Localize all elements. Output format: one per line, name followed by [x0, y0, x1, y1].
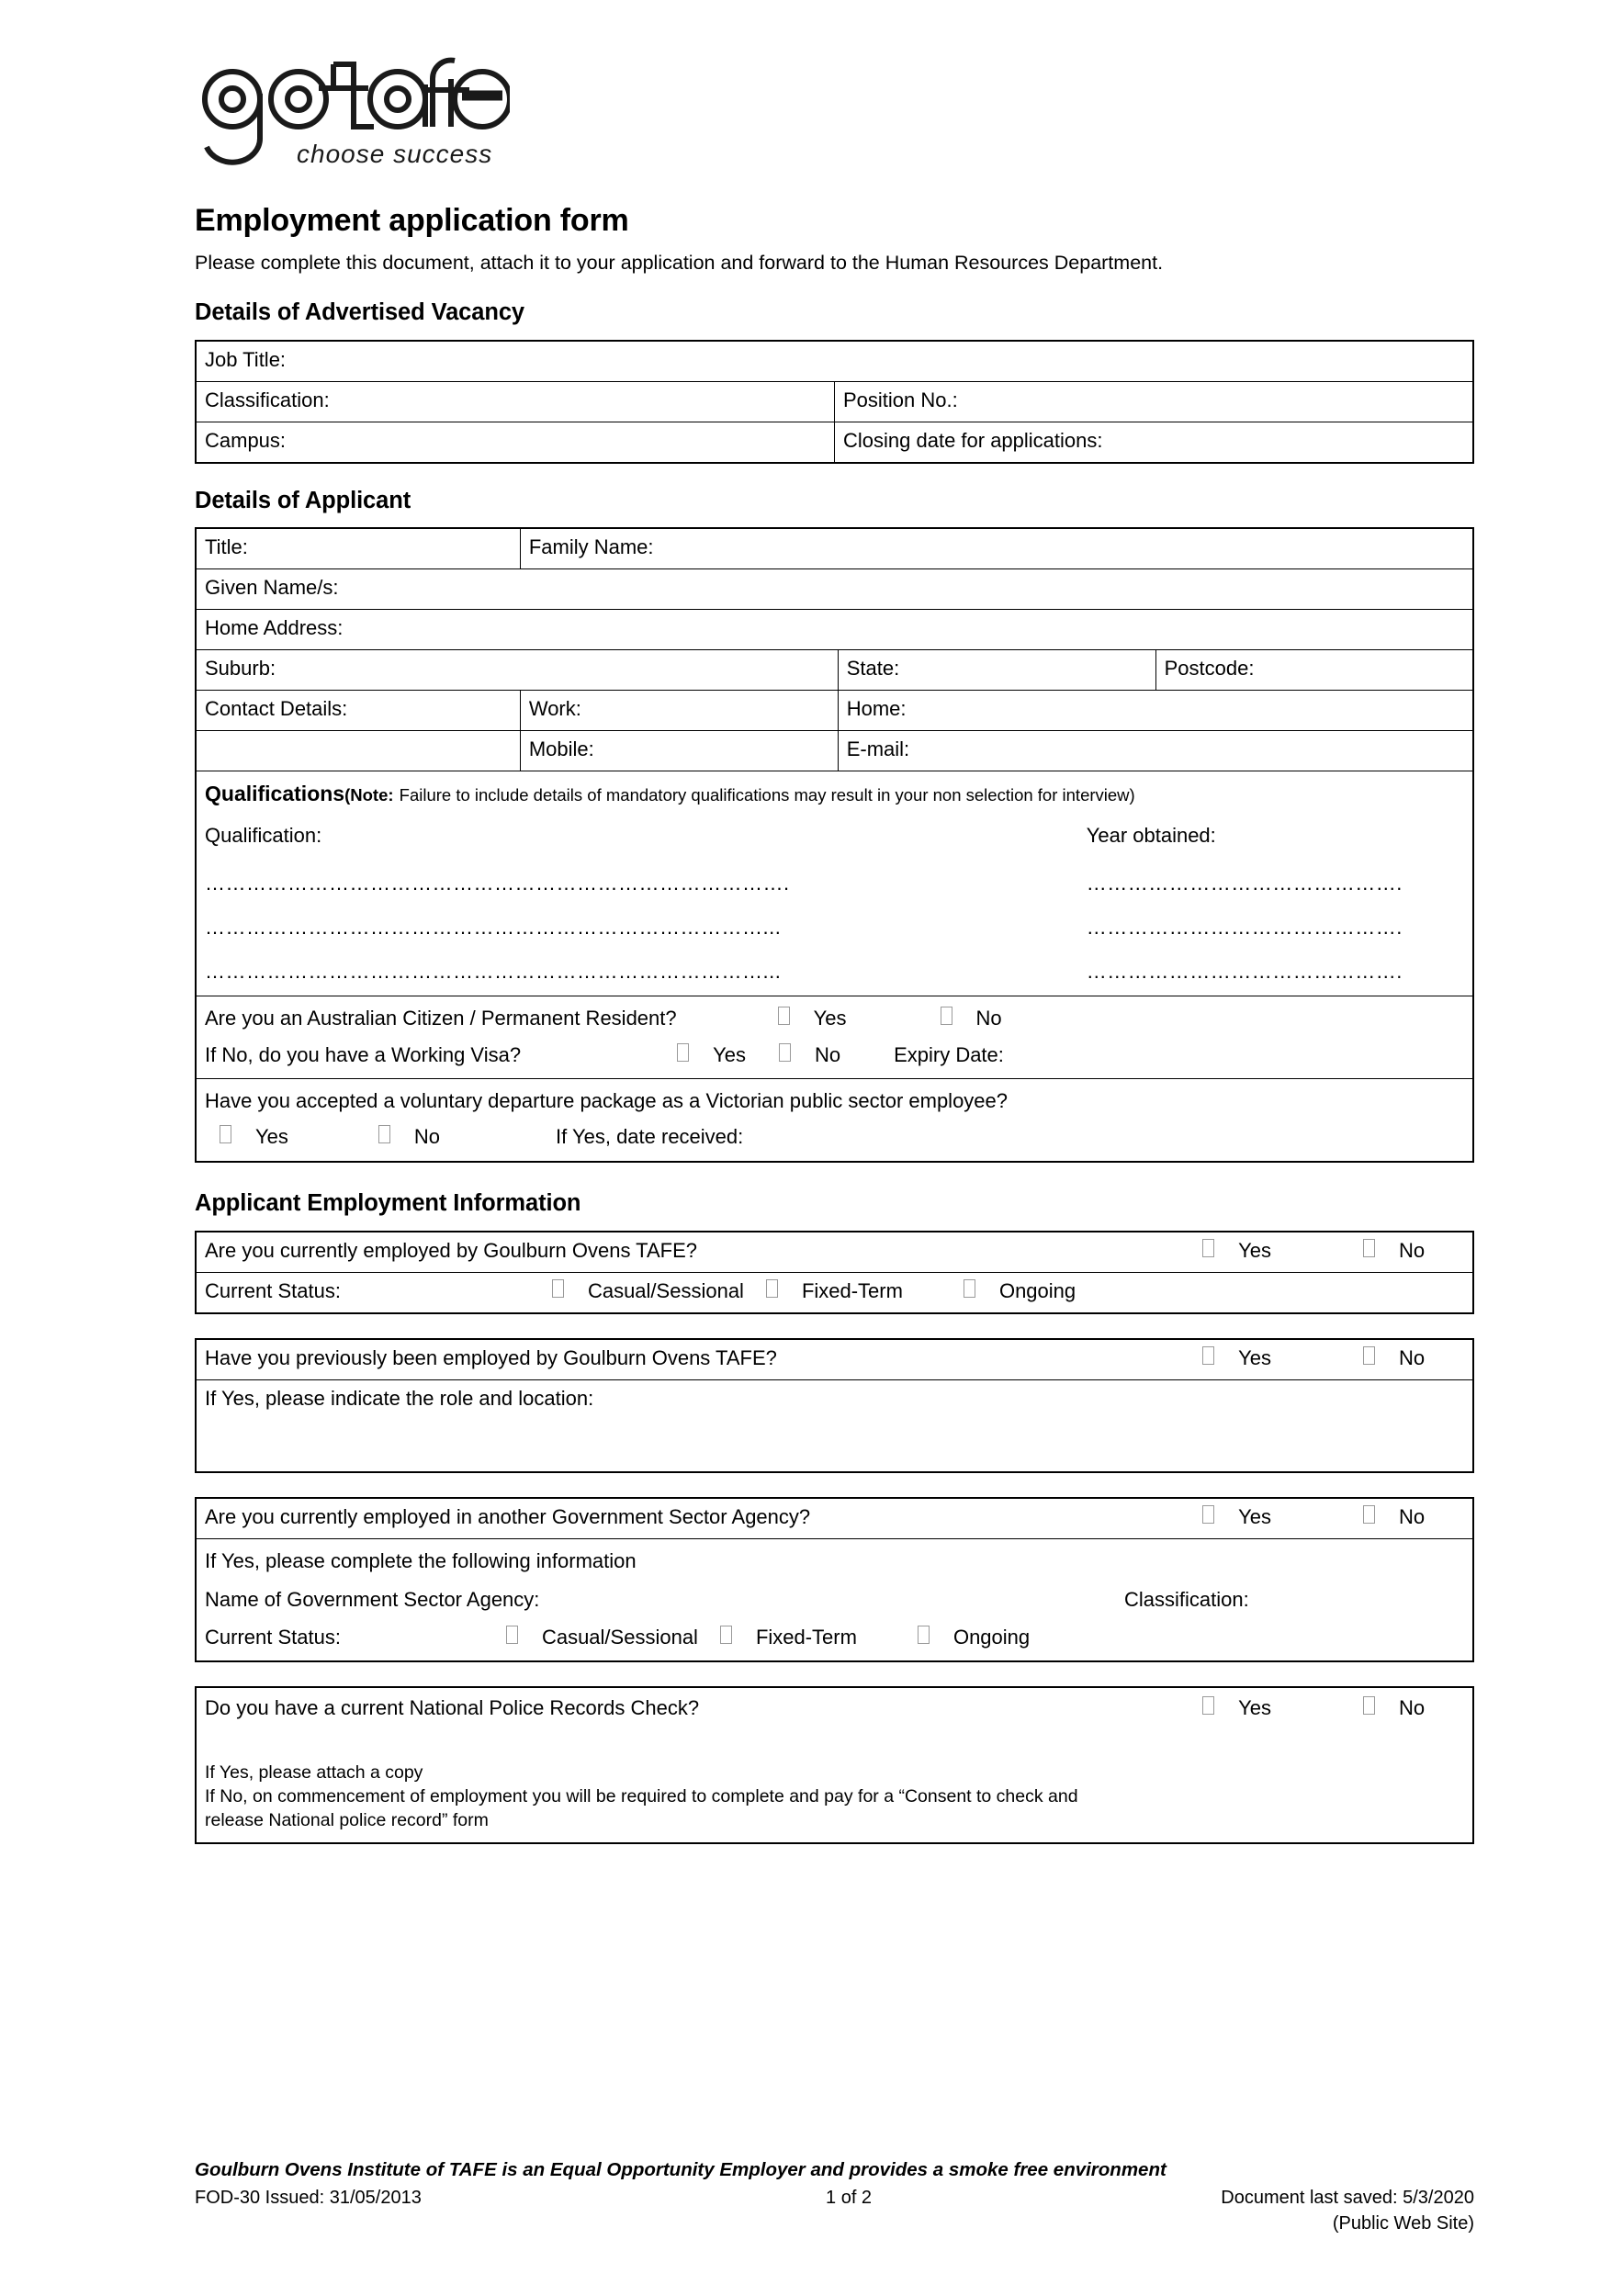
departure-no-option[interactable] [378, 1122, 440, 1152]
no-label: No [1399, 1238, 1426, 1262]
visa-yes-option[interactable] [677, 1041, 746, 1070]
previously-employed-yes-option[interactable] [1202, 1345, 1271, 1371]
status-casual-label: Casual/Sessional [587, 1278, 744, 1302]
section-title-vacancy: Details of Advertised Vacancy [195, 299, 524, 326]
cell-position-no[interactable]: Position No.: [835, 381, 1474, 422]
cell-closing-date[interactable]: Closing date for applications: [835, 422, 1474, 463]
police-note-line-3: release National police record” form [205, 1809, 489, 1830]
footer-equal-opportunity-statement: Goulburn Ovens Institute of TAFE is an Equal Opportunity Employer and provides a smoke free environment [195, 2159, 1167, 2180]
gotafe-logo [179, 39, 510, 186]
checkbox-icon[interactable] [964, 1279, 975, 1298]
police-check-table [195, 1686, 1474, 1843]
table-row [196, 568, 1473, 609]
police-note-line-1: If Yes, please attach a copy [205, 1762, 423, 1784]
table-row [196, 730, 1473, 771]
other-agency-no-option[interactable] [1363, 1504, 1464, 1530]
agency-status-fixed-option[interactable] [720, 1623, 857, 1652]
citizenship-question: Are you an Australian Citizen / Permanent Resident? [205, 1006, 677, 1030]
table-row [196, 381, 1473, 422]
departure-yes-label: Yes [255, 1125, 288, 1149]
qualifications-heading-line [205, 781, 1464, 808]
applicant-table [195, 527, 1474, 1163]
table-row [196, 341, 1473, 382]
checkbox-icon[interactable] [1202, 1505, 1214, 1524]
footer-last-saved: Document last saved: 5/3/2020 [1221, 2187, 1474, 2208]
page-footer [195, 2158, 1474, 2235]
table-row [196, 422, 1473, 463]
year-line-1[interactable]: ………………………………………. [1086, 871, 1403, 895]
year-obtained-label: Year obtained: [1086, 823, 1216, 847]
other-agency-question: Are you currently employed in another Government Sector Agency? [205, 1504, 811, 1528]
agency-name-label[interactable]: Name of Government Sector Agency: [205, 1587, 540, 1611]
checkbox-icon[interactable] [779, 1043, 791, 1062]
visa-question-row [205, 1041, 1464, 1070]
current-status-row [205, 1278, 1464, 1304]
agency-current-status-label: Current Status: [205, 1626, 341, 1649]
year-obtained-column [1087, 823, 1464, 983]
table-row [196, 771, 1473, 996]
previous-employment-table [195, 1338, 1474, 1473]
table-row [196, 1232, 1473, 1273]
gotafe-logo-icon [179, 39, 510, 186]
section-title-applicant: Details of Applicant [195, 487, 411, 513]
status-ongoing-label: Ongoing [998, 1278, 1076, 1302]
table-row [196, 1272, 1473, 1313]
checkbox-icon[interactable] [1363, 1239, 1375, 1257]
qualification-label: Qualification: [205, 823, 322, 847]
police-note-line-2: If No, on commencement of employment you will be required to complete and pay for a “Consent to check and [205, 1786, 1078, 1807]
cell-email[interactable]: E-mail: [838, 730, 1473, 771]
status-casual-option[interactable] [552, 1278, 744, 1304]
visa-no-option[interactable] [779, 1041, 840, 1070]
police-check-question: Do you have a current National Police Records Check? [205, 1696, 700, 1720]
year-line-2[interactable]: ………………………………………. [1086, 915, 1403, 939]
departure-question: Have you accepted a voluntary departure package as a Victorian public sector employee? [205, 1088, 1009, 1112]
departure-options-row [205, 1122, 1464, 1152]
footer-meta-row [195, 2186, 1474, 2210]
checkbox-icon[interactable] [778, 1007, 790, 1025]
citizen-yes-label: Yes [813, 1006, 847, 1030]
departure-no-label: No [413, 1125, 441, 1149]
citizenship-question-row [205, 1004, 1464, 1033]
agency-current-status-row [205, 1623, 1464, 1652]
other-agency-intro-row [205, 1547, 1464, 1576]
footer-page-number: 1 of 2 [826, 2187, 873, 2208]
cell-job-title[interactable]: Job Title: [196, 341, 1473, 382]
table-row [196, 1339, 1473, 1380]
checkbox-icon[interactable] [1363, 1505, 1375, 1524]
other-agency-table [195, 1497, 1474, 1663]
cell-current-status [196, 1272, 1473, 1313]
agency-classification-label[interactable]: Classification: [1124, 1587, 1249, 1611]
citizen-yes-option[interactable] [778, 1004, 847, 1033]
table-row [196, 1498, 1473, 1539]
footer-source: (Public Web Site) [1332, 2212, 1474, 2234]
cell-work-phone[interactable]: Work: [520, 690, 838, 730]
cell-family-name[interactable]: Family Name: [520, 528, 1473, 569]
police-check-yes-option[interactable] [1202, 1695, 1271, 1721]
currently-employed-row [205, 1238, 1464, 1264]
cell-campus[interactable]: Campus: [196, 422, 835, 463]
yes-label: Yes [1238, 1504, 1271, 1528]
checkbox-icon[interactable] [1202, 1346, 1214, 1365]
visa-question: If No, do you have a Working Visa? [205, 1042, 522, 1066]
cell-classification[interactable]: Classification: [196, 381, 835, 422]
visa-yes-label: Yes [713, 1042, 746, 1066]
status-fixed-option[interactable] [766, 1278, 903, 1304]
other-agency-row [205, 1504, 1464, 1530]
qualifications-note-text: Failure to include details of mandatory qualifications may result in your non selection for interview) [399, 784, 1135, 805]
document-content [195, 204, 1474, 1868]
cell-given-names[interactable]: Given Name/s: [196, 568, 1473, 609]
previously-employed-row [205, 1345, 1464, 1371]
cell-police-check [196, 1687, 1473, 1842]
page-title: Employment application form [195, 203, 629, 238]
departure-yes-option[interactable] [220, 1122, 288, 1152]
checkbox-icon[interactable] [766, 1279, 778, 1298]
visa-expiry-date-label[interactable]: Expiry Date: [894, 1042, 1004, 1066]
checkbox-icon[interactable] [1363, 1696, 1375, 1715]
table-row [196, 1078, 1473, 1162]
vacancy-table [195, 340, 1474, 464]
previously-employed-no-option[interactable] [1363, 1345, 1464, 1371]
agency-name-row [205, 1585, 1464, 1615]
status-fixed-label: Fixed-Term [801, 1278, 903, 1302]
currently-employed-question: Are you currently employed by Goulburn Ovens TAFE? [205, 1238, 697, 1262]
cell-postcode[interactable]: Postcode: [1155, 649, 1473, 690]
qualification-column [205, 823, 1087, 983]
checkbox-icon[interactable] [941, 1007, 952, 1025]
qualification-line-1[interactable]: …………………………………………………………………………. [205, 871, 790, 895]
checkbox-icon[interactable] [1202, 1696, 1214, 1715]
checkbox-icon[interactable] [677, 1043, 689, 1062]
cell-previous-role-location[interactable]: If Yes, please indicate the role and location: [196, 1379, 1473, 1472]
police-check-row [205, 1695, 1464, 1721]
cell-other-agency-details [196, 1538, 1473, 1661]
qualifications-heading: Qualifications [205, 781, 345, 805]
yes-label: Yes [1238, 1238, 1271, 1262]
status-ongoing-option[interactable] [964, 1278, 1076, 1304]
footer-document-id: FOD-30 Issued: 31/05/2013 [195, 2187, 422, 2208]
checkbox-icon[interactable] [220, 1125, 231, 1143]
table-row [196, 609, 1473, 649]
other-agency-yes-option[interactable] [1202, 1504, 1271, 1530]
status-ongoing-label: Ongoing [952, 1626, 1031, 1649]
table-row [196, 1379, 1473, 1472]
cell-state[interactable]: State: [838, 649, 1155, 690]
year-line-3[interactable]: ………………………………………. [1086, 959, 1403, 983]
no-label: No [1399, 1345, 1426, 1369]
citizen-no-label: No [975, 1006, 1002, 1030]
table-row [196, 996, 1473, 1078]
table-row [196, 1538, 1473, 1661]
cell-previously-employed [196, 1339, 1473, 1380]
current-status-label: Current Status: [205, 1278, 341, 1302]
cell-citizenship [196, 996, 1473, 1078]
checkbox-icon[interactable] [1363, 1346, 1375, 1365]
cell-currently-employed [196, 1232, 1473, 1273]
yes-label: Yes [1238, 1696, 1271, 1720]
cell-qualifications [196, 771, 1473, 996]
cell-home-phone[interactable]: Home: [838, 690, 1473, 730]
cell-title[interactable]: Title: [196, 528, 520, 569]
cell-other-agency-question [196, 1498, 1473, 1539]
qualification-line-2[interactable]: ………………………………………………………………………... [205, 915, 782, 939]
agency-status-ongoing-option[interactable] [918, 1623, 1030, 1652]
no-label: No [1399, 1504, 1426, 1528]
checkbox-icon[interactable] [918, 1626, 930, 1644]
qualifications-columns [205, 823, 1464, 983]
cell-suburb[interactable]: Suburb: [196, 649, 838, 690]
previously-employed-question: Have you previously been employed by Goulburn Ovens TAFE? [205, 1345, 777, 1369]
departure-question-row [205, 1086, 1464, 1116]
status-casual-label: Casual/Sessional [541, 1626, 698, 1649]
current-employment-table [195, 1231, 1474, 1314]
table-row [196, 1687, 1473, 1842]
yes-label: Yes [1238, 1345, 1271, 1369]
page-subtitle: Please complete this document, attach it to your application and forward to the Human Resources Department. [195, 252, 1164, 275]
no-label: No [1399, 1696, 1426, 1720]
checkbox-icon[interactable] [1202, 1239, 1214, 1257]
status-fixed-label: Fixed-Term [755, 1626, 857, 1649]
citizen-no-option[interactable] [941, 1004, 1002, 1033]
police-check-no-option[interactable] [1363, 1695, 1464, 1721]
departure-date-received-label[interactable]: If Yes, date received: [556, 1125, 744, 1149]
cell-home-address[interactable]: Home Address: [196, 609, 1473, 649]
currently-employed-no-option[interactable] [1363, 1238, 1464, 1264]
qualification-line-3[interactable]: ………………………………………………………………………... [205, 959, 782, 983]
other-agency-intro: If Yes, please complete the following information [205, 1548, 637, 1572]
logo-tagline: choose success [297, 140, 493, 168]
checkbox-icon[interactable] [506, 1626, 518, 1644]
checkbox-icon[interactable] [378, 1125, 390, 1143]
table-row [196, 649, 1473, 690]
cell-mobile[interactable]: Mobile: [520, 730, 838, 771]
checkbox-icon[interactable] [552, 1279, 564, 1298]
currently-employed-yes-option[interactable] [1202, 1238, 1271, 1264]
cell-contact-blank[interactable] [196, 730, 520, 771]
visa-no-label: No [814, 1042, 841, 1066]
section-title-employment: Applicant Employment Information [195, 1190, 581, 1217]
table-row [196, 528, 1473, 569]
cell-contact-details[interactable]: Contact Details: [196, 690, 520, 730]
cell-departure-package [196, 1078, 1473, 1162]
qualifications-note-label: (Note: [344, 784, 394, 805]
checkbox-icon[interactable] [720, 1626, 732, 1644]
table-row [196, 690, 1473, 730]
agency-status-casual-option[interactable] [506, 1623, 698, 1652]
